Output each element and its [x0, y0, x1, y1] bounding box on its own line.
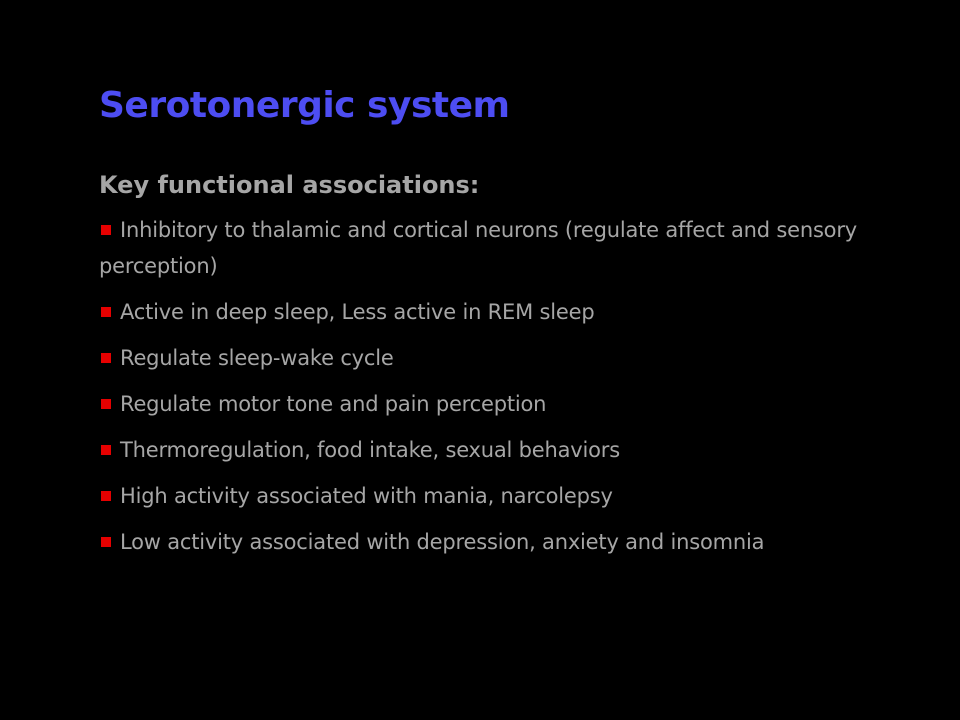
square-bullet-icon	[101, 307, 111, 317]
slide-title: Serotonergic system	[99, 85, 510, 126]
bullet-text: Regulate sleep-wake cycle	[120, 346, 394, 370]
bullet-item	[99, 478, 899, 514]
bullet-item	[99, 340, 899, 376]
bullet-text: High activity associated with mania, narcolepsy	[120, 484, 613, 508]
bullet-text: Thermoregulation, food intake, sexual behaviors	[120, 438, 620, 462]
square-bullet-icon	[101, 445, 111, 455]
square-bullet-icon	[101, 225, 111, 235]
square-bullet-icon	[101, 399, 111, 409]
square-bullet-icon	[101, 537, 111, 547]
bullet-item	[99, 524, 899, 560]
bullet-text: Low activity associated with depression, anxiety and insomnia	[120, 530, 765, 554]
bullet-list	[99, 212, 899, 560]
bullet-item	[99, 386, 899, 422]
bullet-item	[99, 432, 899, 468]
bullet-text: Active in deep sleep, Less active in REM sleep	[120, 300, 595, 324]
slide-body	[99, 168, 899, 570]
bullet-item	[99, 212, 899, 284]
slide-subtitle: Key functional associations:	[99, 171, 480, 199]
bullet-text: Inhibitory to thalamic and cortical neurons (regulate affect and sensory perception)	[99, 218, 857, 278]
bullet-item	[99, 294, 899, 330]
square-bullet-icon	[101, 353, 111, 363]
square-bullet-icon	[101, 491, 111, 501]
bullet-text: Regulate motor tone and pain perception	[120, 392, 547, 416]
